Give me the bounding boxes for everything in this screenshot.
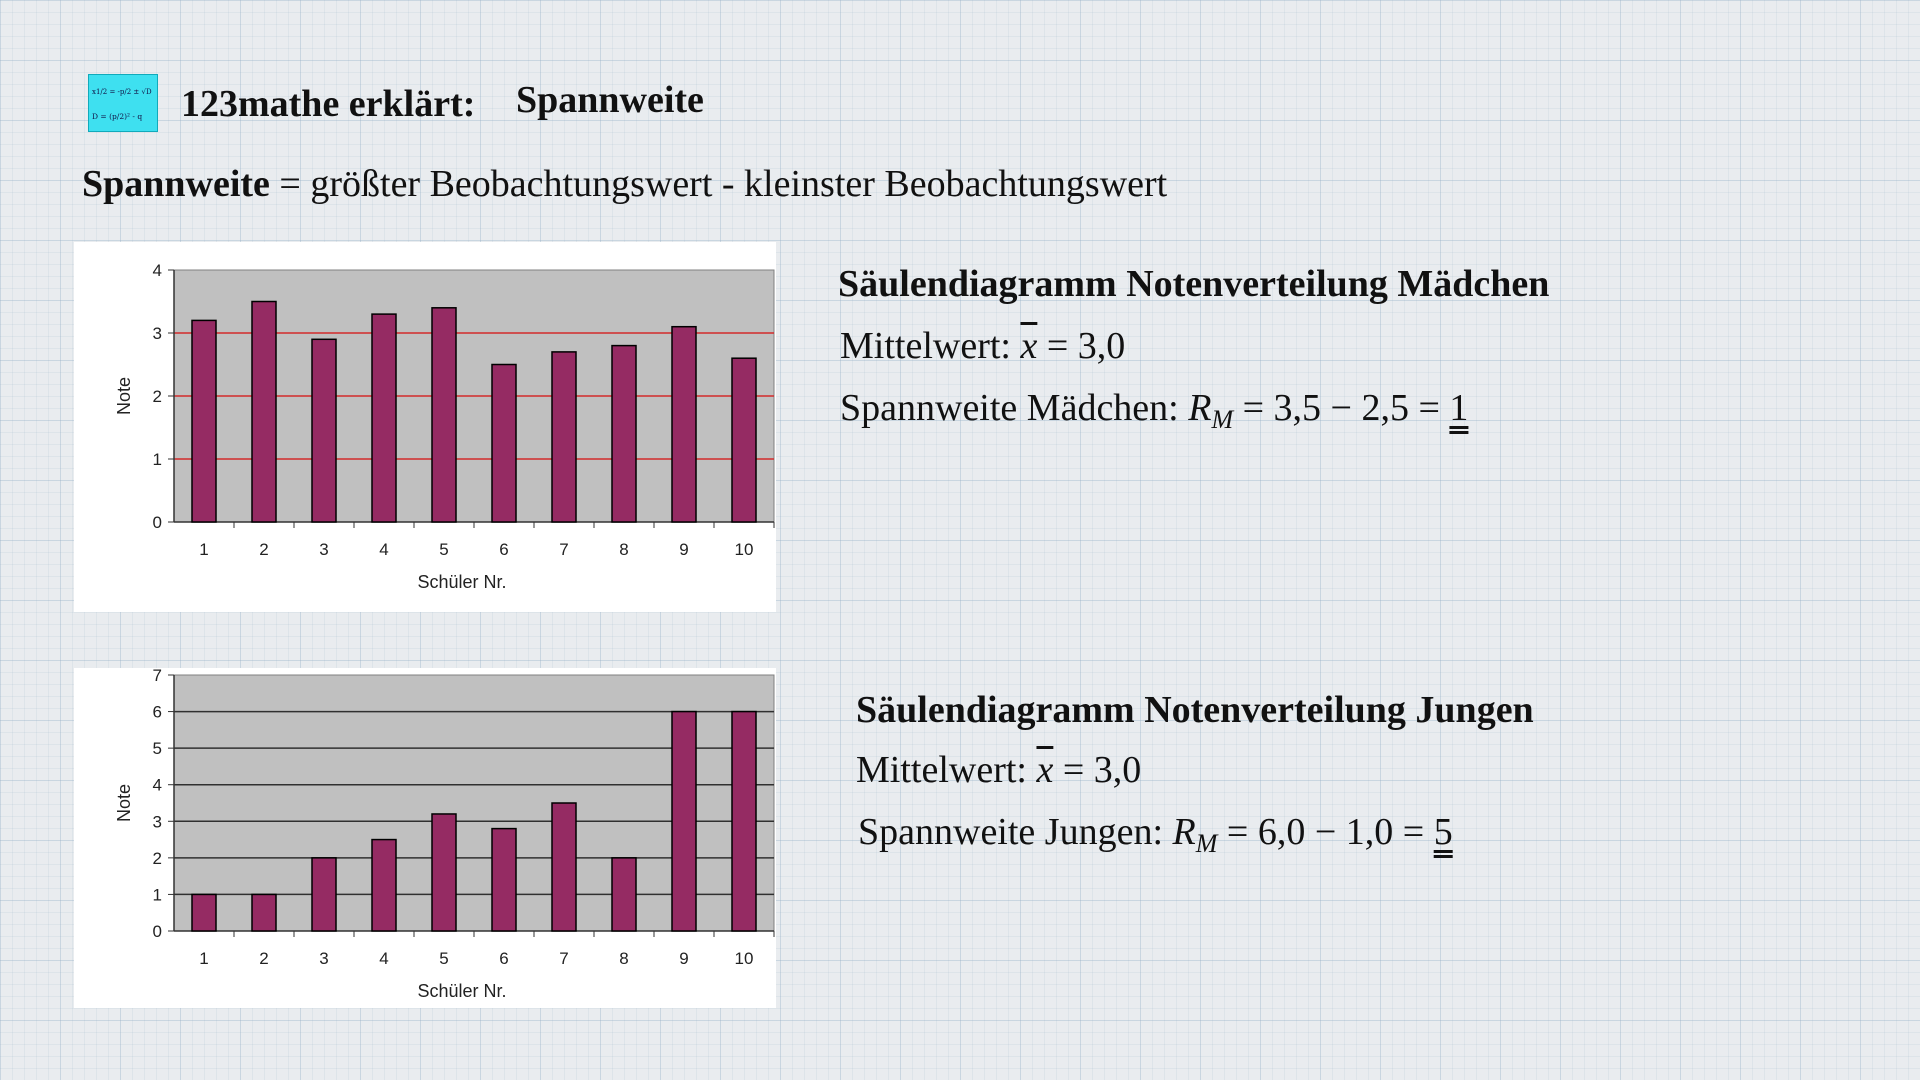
boys-chart-bar [192, 894, 216, 931]
boys-chart-xtick-label: 9 [679, 949, 689, 968]
boys-chart-ytick-label: 4 [152, 775, 162, 795]
boys-mean-symbol: $\overline{x}$ [1036, 749, 1054, 791]
girls-chart-ytick-label: 3 [152, 324, 162, 343]
girls-chart-bar [552, 352, 576, 522]
boys-range-prefix: Spannweite Jungen: [858, 811, 1173, 853]
girls-chart-xtick-label: 4 [379, 540, 389, 559]
definition-text: = größter Beobachtungswert - kleinster Beobachtungswert [269, 163, 1168, 205]
girls-range-calc: = 3,5 − 2,5 = [1233, 387, 1450, 429]
girls-chart-xtick-label: 8 [619, 540, 629, 559]
boys-mean-prefix: Mittelwert: [856, 749, 1037, 791]
boys-chart-xtick-label: 2 [259, 949, 269, 968]
girls-chart-xtick-label: 9 [679, 540, 689, 559]
definition [82, 162, 1167, 206]
boys-range [858, 810, 1453, 859]
girls-range [840, 386, 1468, 435]
girls-chart-bar [432, 308, 456, 522]
girls-mean-symbol: $\overline{x}$ [1020, 325, 1038, 367]
girls-chart-bar [612, 346, 636, 522]
boys-chart-x-axis-label: Schüler Nr. [417, 981, 507, 1001]
boys-chart-bar [312, 858, 336, 931]
boys-chart-bar [252, 894, 276, 931]
girls-chart-bar [672, 327, 696, 522]
boys-chart-bar [612, 858, 636, 931]
boys-chart-ytick-label: 0 [152, 922, 162, 941]
girls-chart-bar [252, 302, 276, 523]
definition-term: Spannweite [82, 163, 270, 205]
boys-chart-bar [432, 814, 456, 931]
girls-chart-x-axis-label: Schüler Nr. [417, 572, 507, 592]
girls-chart-ytick-label: 1 [152, 450, 162, 469]
girls-chart-bar [732, 358, 756, 522]
boys-chart-xtick-label: 10 [734, 949, 754, 968]
girls-range-sub: M [1211, 405, 1234, 434]
boys-chart-ytick-label: 5 [152, 739, 162, 759]
boys-chart-ytick-label: 6 [152, 702, 162, 722]
boys-chart-bar [552, 803, 576, 931]
chart-boys [74, 668, 776, 1008]
girls-chart-xtick-label: 3 [319, 540, 329, 559]
boys-chart-xtick-label: 1 [199, 949, 209, 968]
boys-chart-ytick-label: 3 [152, 812, 162, 832]
girls-chart-xtick-label: 7 [559, 540, 569, 559]
boys-chart-ytick-label: 2 [152, 848, 162, 868]
boys-chart-ytick-label: 1 [152, 885, 162, 905]
boys-chart-ytick-label: 7 [152, 668, 162, 685]
boys-chart-xtick-label: 4 [379, 949, 389, 968]
girls-chart-ytick-label: 2 [152, 387, 162, 406]
girls-mean [840, 324, 1125, 368]
boys-chart-bar [492, 829, 516, 931]
logo-formula-1: x1/2 = -p/2 ± √D [92, 88, 152, 96]
boys-chart-xtick-label: 3 [319, 949, 329, 968]
boys-range-symbol: R [1172, 811, 1196, 853]
chart-girls-panel [74, 242, 776, 612]
girls-chart-xtick-label: 10 [734, 540, 754, 559]
boys-chart-y-axis-label: Note [114, 783, 134, 823]
girls-chart-xtick-label: 6 [499, 540, 509, 559]
girls-mean-value: = 3,0 [1037, 325, 1126, 367]
boys-range-result: 5 [1433, 811, 1453, 853]
boys-chart-bar [672, 712, 696, 931]
girls-chart-ytick-label: 0 [152, 513, 162, 532]
girls-chart-xtick-label: 2 [259, 540, 269, 559]
girls-chart-bar [192, 320, 216, 522]
boys-mean [856, 748, 1141, 792]
boys-chart-bar [372, 840, 396, 931]
girls-chart-bar [492, 365, 516, 523]
header-topic: Spannweite [516, 79, 704, 121]
girls-chart-bar [312, 339, 336, 522]
girls-range-prefix: Spannweite Mädchen: [840, 387, 1189, 429]
header-title: 123mathe erklärt: [181, 83, 476, 125]
boys-chart-xtick-label: 7 [559, 949, 569, 968]
girls-range-symbol: R [1188, 387, 1212, 429]
logo-formula-2: D = (p/2)² - q [92, 112, 143, 121]
boys-range-sub: M [1195, 829, 1218, 858]
girls-chart-ytick-label: 4 [152, 261, 162, 280]
girls-title: Säulendiagramm Notenverteilung Mädchen [838, 263, 1550, 305]
boys-chart-xtick-label: 6 [499, 949, 509, 968]
boys-title: Säulendiagramm Notenverteilung Jungen [856, 689, 1534, 731]
chart-girls [74, 242, 776, 612]
chart-boys-panel [74, 668, 776, 1008]
girls-mean-prefix: Mittelwert: [840, 325, 1021, 367]
girls-range-result: 1 [1449, 387, 1469, 429]
boys-mean-value: = 3,0 [1053, 749, 1142, 791]
boys-chart-xtick-label: 5 [439, 949, 449, 968]
girls-chart-bar [372, 314, 396, 522]
girls-chart-xtick-label: 5 [439, 540, 449, 559]
boys-chart-bar [732, 712, 756, 931]
boys-chart-xtick-label: 8 [619, 949, 629, 968]
girls-chart-xtick-label: 1 [199, 540, 209, 559]
logo [88, 74, 158, 132]
boys-range-calc: = 6,0 − 1,0 = [1217, 811, 1434, 853]
girls-chart-y-axis-label: Note [114, 376, 134, 416]
